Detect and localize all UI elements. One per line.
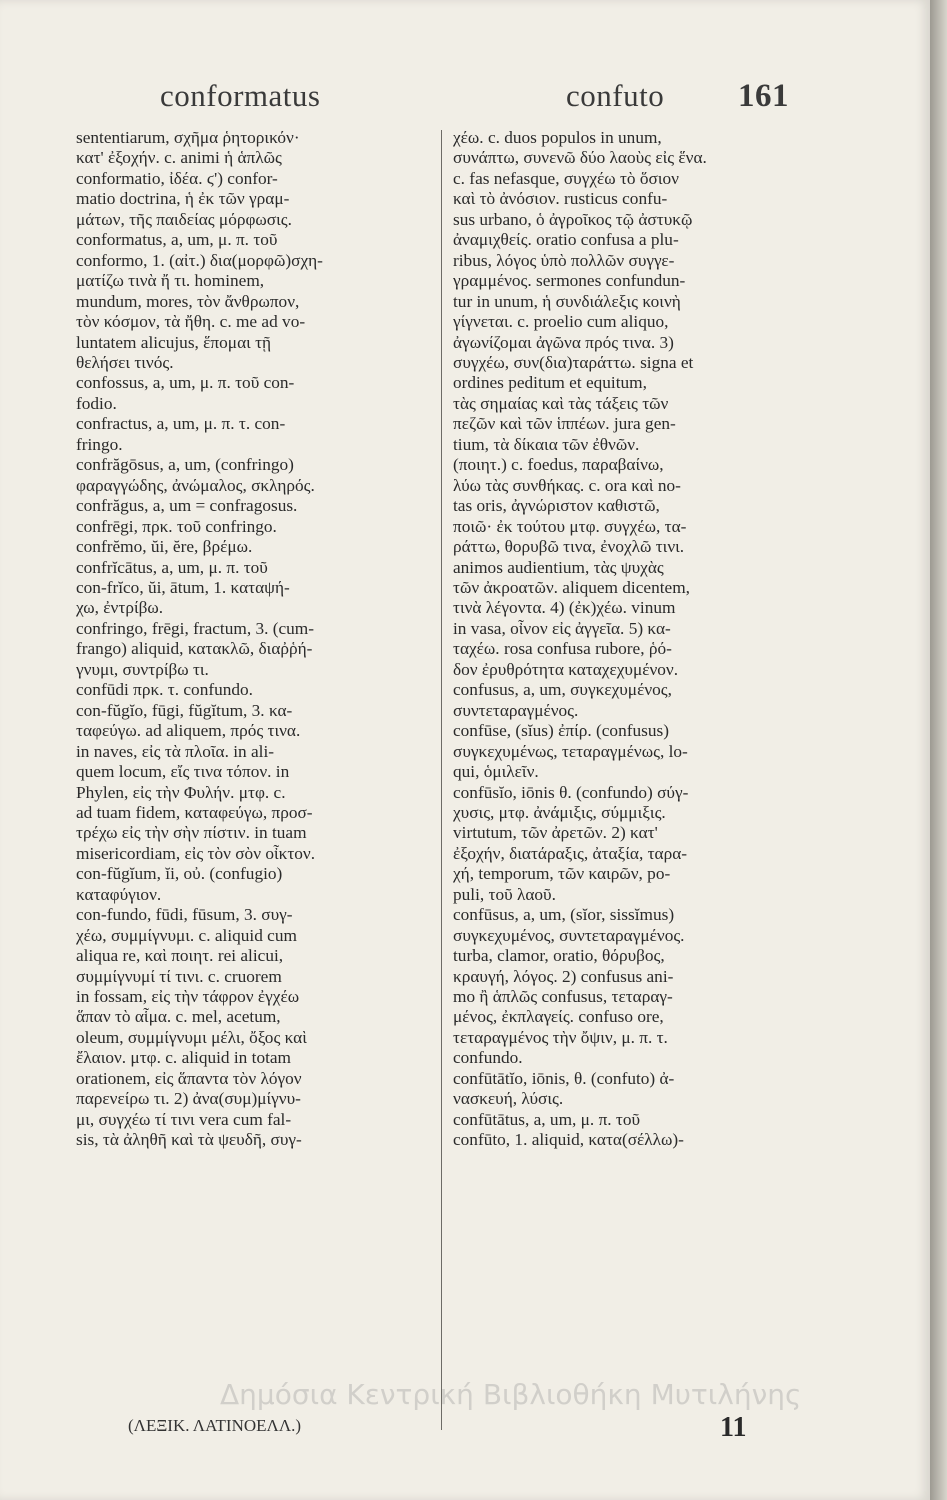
signature-mark: (ΛΕΞΙΚ. ΛΑΤΙΝΟΕΛΛ.): [128, 1416, 302, 1435]
left-guide-word: conformatus: [160, 78, 321, 113]
right-guide-word: confuto: [566, 78, 665, 113]
page-header: [0, 78, 930, 118]
page-number: 161: [738, 78, 789, 114]
signature-number: 11: [720, 1412, 747, 1443]
left-column: sententiarum, σχῆμα ῥητορικόν· κατ' ἐξοχήν. c. animi ἡ ἁπλῶς conformatio, ἰδέα. ϛ') confor- matio doctrina, ἡ ἐκ τῶν γραμ- μάτων, τῆς παιδείας μόρφωσις. conformatus, a, um, μ. π. τοῦ conformo, 1. (αἰτ.) δια(μορφῶ)σχη- ματίζω τινὰ ἤ τι. hominem, mundum, mores, τὸν ἄνθρωπον, τὸν κόσμον, τὰ ἤθη. c. me ad vo- luntatem alicujus, ἕπομαι τῇ θελήσει τινός. confossus, a, um, μ. π. τοῦ con- fodio. confractus, a, um, μ. π. τ. con- fringo. confrăgōsus, a, um, (confringo) φαραγγώδης, ἀνώμαλος, σκληρός. confrăgus, a, um = confragosus. confrēgi, πρκ. τοῦ confringo. confrĕmo, ŭi, ĕre, βρέμω. confrĭcātus, a, um, μ. π. τοῦ con-frĭco, ŭi, ātum, 1. καταψή- χω, ἐντρίβω. confringo, frēgi, fractum, 3. (cum- frango) aliquid, κατακλῶ, διαῤῥή- γνυμι, συντρίβω τι. confūdi πρκ. τ. confundo. con-fŭgĭo, fūgi, fŭgĭtum, 3. κα- ταφεύγω. ad aliquem, πρός τινα. in naves, εἰς τὰ πλοῖα. in ali- quem locum, εἴς τινα τόπον. in Phylen, εἰς τὴν Φυλήν. μτφ. c. ad tuam fidem, καταφεύγω, προσ- τρέχω εἰς τὴν σὴν πίστιν. in tuam misericordiam, εἰς τὸν σὸν οἶκτον. con-fŭgĭum, ĭi, οὐ. (confugio) καταφύγιον. con-fundo, fūdi, fūsum, 3. συγ- χέω, συμμίγνυμι. c. aliquid cum aliqua re, καὶ ποιητ. rei alicui, συμμίγνυμί τί τινι. c. cruorem in fossam, εἰς τὴν τάφρον ἐγχέω ἅπαν τὸ αἷμα. c. mel, acetum, oleum, συμμίγνυμι μέλι, ὄξος καὶ ἔλαιον. μτφ. c. aliquid in totam orationem, εἰς ἅπαντα τὸν λόγον παρενείρω τι. 2) ἀνα(συμ)μίγνυ- μι, συγχέω τί τινι vera cum fal- sis, τὰ ἀληθῆ καὶ τὰ ψευδῆ, συγ-: [76, 128, 323, 1150]
page-edge: [930, 0, 947, 1500]
column-divider: [441, 130, 442, 1430]
page-footer: [0, 1412, 930, 1452]
right-column: χέω. c. duos populos in unum, συνάπτω, συνενῶ δύο λαοὺς εἰς ἕνα. c. fas nefasque, συγχέω τὸ ὅσιον καὶ τὸ ἀνόσιον. rusticus confu- sus urbano, ὁ ἀγροῖκος τῷ ἀστυκῷ ἀναμιχθείς. oratio confusa a plu- ribus, λόγος ὑπὸ πολλῶν συγγε- γραμμένος. sermones confundun- tur in unum, ἡ συνδιάλεξις κοινὴ γίγνεται. c. proelio cum aliquo, ἀγωνίζομαι ἀγῶνα πρός τινα. 3) συγχέω, συν(δια)ταράττω. signa et ordines peditum et equitum, τὰς σημαίας καὶ τὰς τάξεις τῶν πεζῶν καὶ τῶν ἱππέων. jura gen- tium, τὰ δίκαια τῶν ἐθνῶν. (ποιητ.) c. foedus, παραβαίνω, λύω τὰς συνθήκας. c. ora καὶ no- tas oris, ἀγνώριστον καθιστῶ, ποιῶ· ἐκ τούτου μτφ. συγχέω, τα- ράττω, θορυβῶ τινα, ἐνοχλῶ τινι. animos audientium, τὰς ψυχὰς τῶν ἀκροατῶν. aliquem dicentem, τινὰ λέγοντα. 4) (ἐκ)χέω. vinum in vasa, οἶνον εἰς ἀγγεῖα. 5) κα- ταχέω. rosa confusa rubore, ῥό- δον ἐρυθρότητα καταχεχυμένον. confusus, a, um, συγκεχυμένος, συντεταραγμένος. confūse, (sĭus) ἐπίρ. (confusus) συγκεχυμένως, τεταραγμένως, lo- qui, ὁμιλεῖν. confūsĭo, iōnis θ. (confundo) σύγ- χυσις, μτφ. ἀνάμιξις, σύμμιξις. virtutum, τῶν ἀρετῶν. 2) κατ' ἐξοχήν, διατάραξις, ἀταξία, ταρα- χή, temporum, τῶν καιρῶν, po- puli, τοῦ λαοῦ. confūsus, a, um, (sĭor, sissĭmus) συγκεχυμένος, συντεταραγμένος. turba, clamor, oratio, θόρυβος, κραυγή, λόγος. 2) confusus ani- mo ἢ ἁπλῶς confusus, τεταραγ- μένος, ἐκπλαγείς. confuso ore, τεταραγμένος τὴν ὄψιν, μ. π. τ. confundo. confūtātĭo, iōnis, θ. (confuto) ἀ- νασκευή, λύσις. confūtātus, a, um, μ. π. τοῦ confūto, 1. aliquid, κατα(σέλλω)-: [453, 128, 707, 1150]
library-watermark: Δημόσια Κεντρική Βιβλιοθήκη Μυτιλήνης: [220, 1378, 802, 1411]
